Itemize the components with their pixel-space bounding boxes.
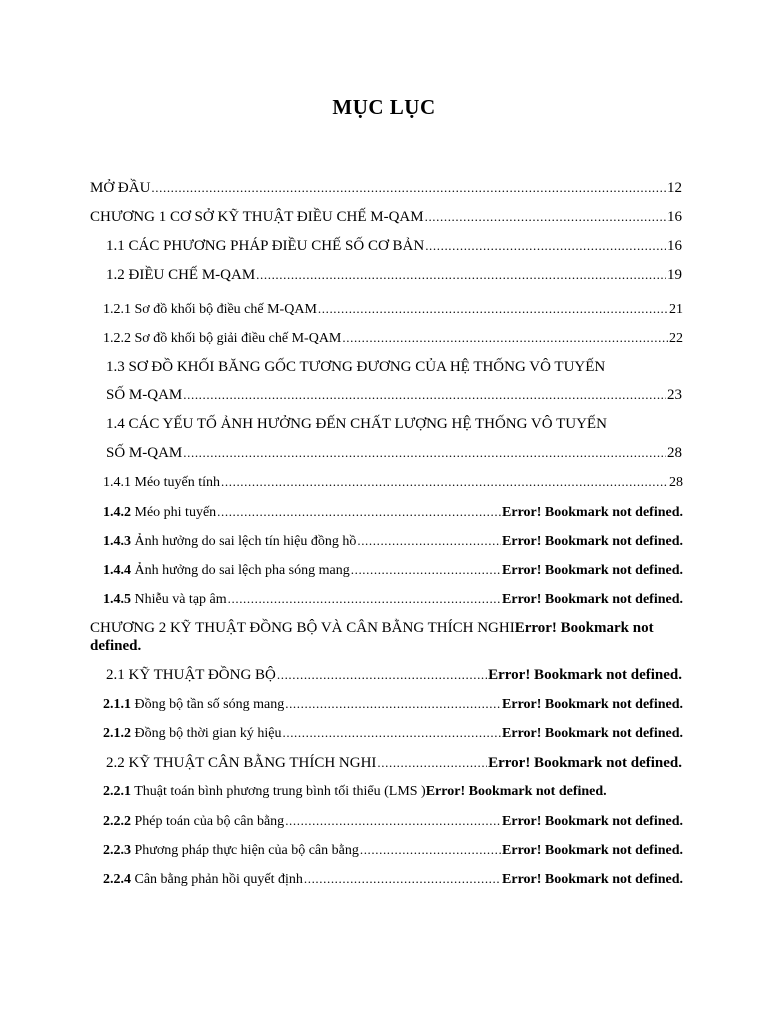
page-title: MỤC LỤC bbox=[332, 95, 436, 119]
toc-leader bbox=[183, 386, 666, 404]
toc-entry-text: Thuật toán bình phương trung bình tối thiểu (LMS ) bbox=[131, 784, 426, 799]
toc-entry[interactable] bbox=[103, 812, 683, 831]
toc-entry[interactable] bbox=[106, 666, 682, 684]
toc-entry[interactable] bbox=[106, 386, 682, 404]
toc-entry-text: Nhiễu và tạp âm bbox=[131, 592, 227, 607]
toc-entry-text: Ảnh hưởng do sai lệch pha sóng mang bbox=[131, 563, 350, 578]
toc-entry-number: 2.1.2 bbox=[103, 726, 131, 741]
toc-entry[interactable] bbox=[106, 444, 682, 462]
toc-bookmark-error: Error! Bookmark not defined. bbox=[502, 697, 683, 712]
toc-entry-text: Phép toán của bộ cân bằng bbox=[131, 814, 285, 829]
toc-entry-label bbox=[103, 504, 216, 522]
toc-leader bbox=[285, 812, 501, 830]
toc-leader bbox=[217, 503, 501, 521]
toc-leader bbox=[377, 754, 487, 772]
toc-leader bbox=[318, 300, 668, 318]
toc-leader bbox=[285, 695, 501, 713]
toc-entry[interactable] bbox=[103, 783, 693, 801]
toc-entry-number: 2.2.1 bbox=[103, 784, 131, 799]
toc-leader bbox=[351, 561, 501, 579]
toc-bookmark-error: Error! Bookmark not defined. bbox=[502, 872, 683, 887]
toc-entry-label: 2.1 KỸ THUẬT ĐỒNG BỘ bbox=[106, 667, 276, 683]
toc-entry-number: 1.4.5 bbox=[103, 592, 131, 607]
toc-page-number: 28 bbox=[667, 445, 682, 461]
toc-leader bbox=[304, 870, 501, 888]
toc-entry-label bbox=[103, 813, 284, 831]
toc-entry-label: CHƯƠNG 1 CƠ SỞ KỸ THUẬT ĐIỀU CHẾ M-QAM bbox=[90, 209, 424, 225]
toc-bookmark-error: Error! Bookmark not defined. bbox=[502, 843, 683, 858]
toc-entry-label-continued: SỐ M-QAM bbox=[106, 387, 183, 403]
toc-entry-number: 1.4.2 bbox=[103, 505, 131, 520]
toc-entry-label: 1.2.2 Sơ đồ khối bộ giải điều chế M-QAM bbox=[103, 331, 342, 346]
toc-bookmark-error: Error! Bookmark not defined. bbox=[502, 592, 683, 607]
toc-entry[interactable] bbox=[106, 266, 682, 284]
toc-entry-label bbox=[103, 562, 350, 580]
toc-entry-label bbox=[103, 696, 284, 714]
toc-entry-text: Méo phi tuyến bbox=[131, 505, 217, 520]
toc-entry[interactable] bbox=[103, 300, 683, 319]
toc-leader bbox=[151, 179, 666, 197]
toc-bookmark-error: Error! Bookmark not defined. bbox=[425, 784, 607, 799]
toc-bookmark-error: Error! Bookmark not defined. bbox=[488, 667, 682, 683]
toc-entry-number: 1.4.4 bbox=[103, 563, 131, 578]
toc-entry[interactable] bbox=[103, 473, 683, 492]
toc-entry-label bbox=[103, 591, 227, 609]
toc-entry-label: 1.1 CÁC PHƯƠNG PHÁP ĐIỀU CHẾ SỐ CƠ BẢN bbox=[106, 238, 425, 254]
toc-entry-label bbox=[103, 842, 359, 860]
toc-entry-text: Đồng bộ tần số sóng mang bbox=[131, 697, 285, 712]
toc-entry-number: 2.2.3 bbox=[103, 843, 131, 858]
toc-page-number: 19 bbox=[667, 267, 682, 283]
toc-entry-label bbox=[103, 725, 282, 743]
toc-bookmark-error-continued: defined. bbox=[90, 638, 142, 654]
toc-entry-label bbox=[103, 871, 303, 889]
toc-entry[interactable] bbox=[103, 695, 683, 714]
toc-leader bbox=[425, 237, 666, 255]
toc-page-number: 12 bbox=[667, 180, 682, 196]
toc-entry[interactable] bbox=[90, 179, 682, 197]
toc-entry-number: 2.2.2 bbox=[103, 814, 131, 829]
toc-entry[interactable] bbox=[90, 208, 682, 226]
toc-entry-label: 1.2.1 Sơ đồ khối bộ điều chế M-QAM bbox=[103, 302, 317, 317]
toc-page-number: 23 bbox=[667, 387, 682, 403]
toc-entry[interactable] bbox=[103, 329, 683, 348]
toc-entry[interactable] bbox=[103, 841, 683, 860]
toc-entry-label: CHƯƠNG 2 KỸ THUẬT ĐỒNG BỘ VÀ CÂN BẰNG THÍCH NGHI bbox=[90, 620, 515, 636]
toc-entry-number: 2.1.1 bbox=[103, 697, 131, 712]
toc-leader bbox=[221, 473, 668, 491]
toc-leader bbox=[183, 444, 666, 462]
toc-entry-label[interactable]: 1.3 SƠ ĐỒ KHỐI BĂNG GỐC TƯƠNG ĐƯƠNG CỦA HỆ THỐNG VÔ TUYẾN bbox=[106, 359, 606, 375]
toc-entry-label: MỞ ĐẦU bbox=[90, 180, 151, 196]
toc-entry[interactable] bbox=[103, 724, 683, 743]
toc-bookmark-error: Error! Bookmark not defined. bbox=[502, 563, 683, 578]
toc-entry-text: Cân bằng phản hồi quyết định bbox=[131, 872, 303, 887]
toc-entry[interactable] bbox=[106, 754, 682, 772]
toc-bookmark-error: Error! Bookmark not defined. bbox=[502, 814, 683, 829]
toc-entry-label-continued: SỐ M-QAM bbox=[106, 445, 183, 461]
toc-entry[interactable] bbox=[90, 619, 654, 637]
toc-entry-label: 1.2 ĐIỀU CHẾ M-QAM bbox=[106, 267, 256, 283]
toc-leader bbox=[283, 724, 502, 742]
toc-entry-number: 2.2.4 bbox=[103, 872, 131, 887]
toc-entry-label bbox=[103, 533, 356, 551]
toc-page-number: 16 bbox=[667, 209, 682, 225]
toc-leader bbox=[360, 841, 501, 859]
toc-bookmark-error: Error! Bookmark not bbox=[514, 620, 654, 636]
toc-entry-number: 1.4.3 bbox=[103, 534, 131, 549]
toc-page-number: 21 bbox=[669, 302, 683, 317]
toc-entry-text: Phương pháp thực hiện của bộ cân bằng bbox=[131, 843, 359, 858]
toc-entry[interactable] bbox=[103, 590, 683, 609]
toc-entry-label bbox=[103, 783, 426, 801]
toc-bookmark-error: Error! Bookmark not defined. bbox=[502, 534, 683, 549]
toc-entry-label[interactable]: 1.4 CÁC YẾU TỐ ẢNH HƯỞNG ĐẾN CHẤT LƯỢNG HỆ THỐNG VÔ TUYẾN bbox=[106, 416, 607, 432]
toc-leader bbox=[357, 532, 501, 550]
toc-bookmark-error: Error! Bookmark not defined. bbox=[488, 755, 682, 771]
toc-entry-label: 1.4.1 Méo tuyến tính bbox=[103, 475, 221, 490]
toc-page-number: 22 bbox=[669, 331, 683, 346]
toc-leader bbox=[342, 329, 668, 347]
toc-entry[interactable] bbox=[103, 561, 683, 580]
toc-entry[interactable] bbox=[103, 532, 683, 551]
toc-leader bbox=[277, 666, 487, 684]
toc-page-number: 16 bbox=[667, 238, 682, 254]
toc-bookmark-error: Error! Bookmark not defined. bbox=[502, 505, 683, 520]
toc-page-number: 28 bbox=[669, 475, 683, 490]
toc-leader bbox=[228, 590, 501, 608]
toc-entry-text: Ảnh hưởng do sai lệch tín hiệu đồng hồ bbox=[131, 534, 357, 549]
toc-entry[interactable] bbox=[103, 870, 683, 889]
toc-entry-label: 2.2 KỸ THUẬT CÂN BẰNG THÍCH NGHI bbox=[106, 755, 377, 771]
toc-leader bbox=[256, 266, 666, 284]
toc-bookmark-error: Error! Bookmark not defined. bbox=[502, 726, 683, 741]
toc-entry[interactable] bbox=[106, 237, 682, 255]
toc-entry[interactable] bbox=[103, 503, 683, 522]
toc-entry-text: Đồng bộ thời gian ký hiệu bbox=[131, 726, 282, 741]
toc-leader bbox=[425, 208, 666, 226]
